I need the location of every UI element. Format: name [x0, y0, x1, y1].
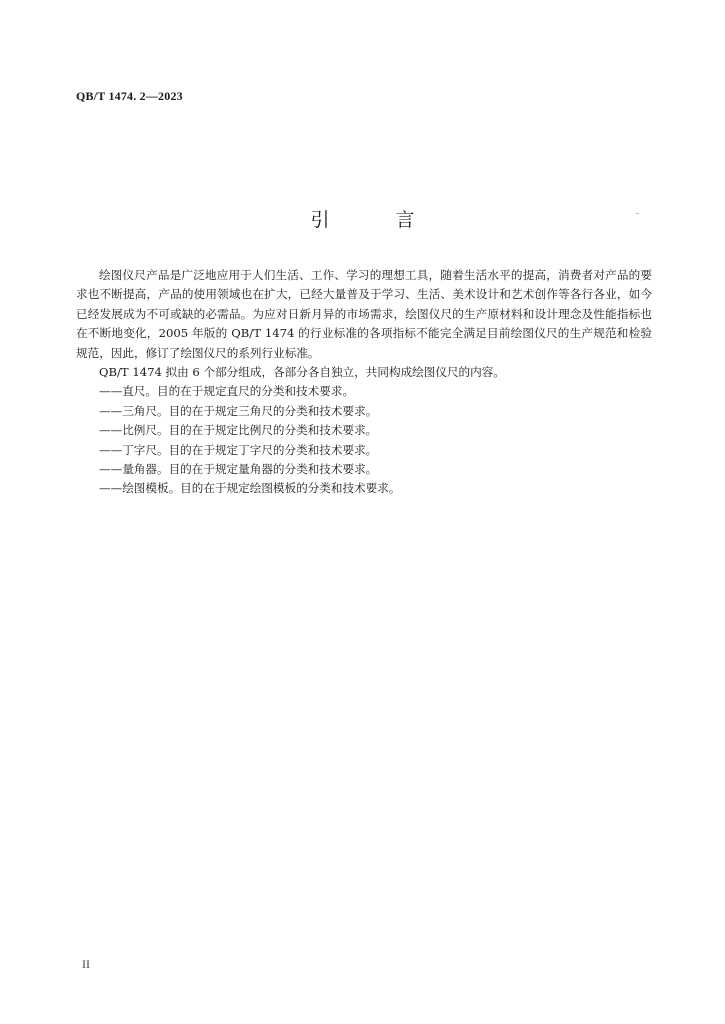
document-code: QB/T 1474. 2—2023: [76, 89, 183, 103]
list-item: ——直尺。目的在于规定直尺的分类和技术要求。: [99, 384, 355, 399]
list-item: ——量角器。目的在于规定量角器的分类和技术要求。: [99, 462, 378, 477]
document-body: [76, 266, 652, 499]
intro-paragraph: 绘图仪尺产品是广泛地应用于人们生活、工作、学习的理想工具，随着生活水平的提高，消费者对产品的要求也不断提高，产品的使用领域也在扩大，已经大量普及于学习、生活、美术设计和艺术创作等各行各业，如今已经发展成为不可或缺的必需品。为应对日新月异的市场需求，绘图仪尺的生产原材料和设计理念及性能指标也在不断地变化，2005 年版的 QB/T 1474 的行业标准的各项指标不能完全满足目前绘图仪尺的生产规范和检验规范，因此，修订了绘图仪尺的系列行业标准。: [76, 268, 652, 360]
list-item: ——丁字尺。目的在于规定丁字尺的分类和技术要求。: [99, 442, 378, 457]
list-item: ——三角尺。目的在于规定三角尺的分类和技术要求。: [99, 403, 378, 418]
page-number: II: [82, 957, 90, 971]
page-title: 引 言: [310, 208, 445, 231]
parts-paragraph: QB/T 1474 拟由 6 个部分组成，各部分各自独立，共同构成绘图仪尺的内容。: [99, 365, 505, 380]
list-item: ——比例尺。目的在于规定比例尺的分类和技术要求。: [99, 423, 378, 438]
list-item: ——绘图模板。目的在于规定绘图模板的分类和技术要求。: [99, 481, 401, 496]
